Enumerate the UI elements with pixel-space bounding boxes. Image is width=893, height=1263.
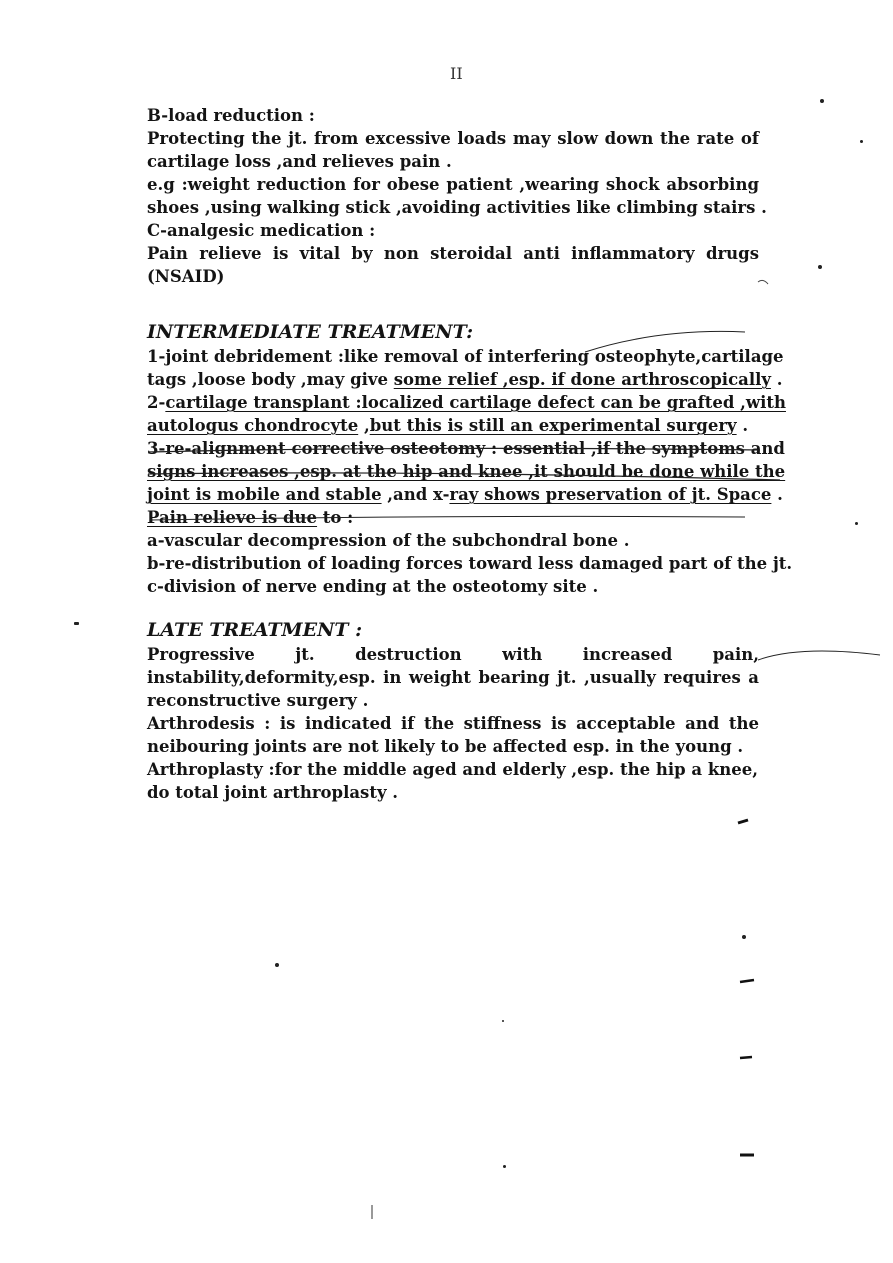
late-line: do total joint arthroplasty . — [147, 783, 399, 802]
scan-speck — [275, 963, 279, 967]
pain-relief-reason-c: c-division of nerve ending at the osteotomy site . — [147, 577, 599, 596]
scan-speck — [820, 99, 824, 103]
late-line: Arthrodesis : is indicated if the stiffness is acceptable and the — [147, 714, 759, 733]
late-line: Arthroplasty :for the middle aged and elderly ,esp. the hip a knee, — [147, 760, 758, 779]
pen-stroke — [738, 820, 748, 823]
pen-stroke — [758, 651, 880, 660]
scan-speck — [74, 622, 79, 625]
page-number: II — [450, 64, 463, 83]
pain-relief-reason-a: a-vascular decompression of the subchondral bone . — [147, 531, 630, 550]
scan-speck — [503, 1165, 506, 1168]
pen-stroke — [740, 1057, 752, 1058]
scan-speck — [818, 265, 822, 269]
intermediate-item-1-cont: tags ,loose body ,may give some relief ,esp. if done arthroscopically . — [147, 370, 783, 389]
intermediate-item-2-cont: autologus chondrocyte ,but this is still an experimental surgery . — [147, 416, 749, 435]
late-line: reconstructive surgery . — [147, 691, 369, 710]
intermediate-item-2: 2-cartilage transplant :localized cartilage defect can be grafted ,with — [147, 393, 786, 412]
section-b-line: Protecting the jt. from excessive loads may slow down the rate of — [147, 129, 759, 148]
pen-stroke — [740, 980, 754, 982]
section-b-line: e.g :weight reduction for obese patient ,wearing shock absorbing — [147, 175, 759, 194]
intermediate-item-1: 1-joint debridement :like removal of interfering osteophyte,cartilage — [147, 347, 784, 366]
intermediate-item-3: 3-re-alignment corrective osteotomy : essential ,if the symptoms and — [147, 439, 785, 458]
section-c-line: (NSAID) — [147, 267, 225, 286]
pain-relief-reason-b: b-re-distribution of loading forces toward less damaged part of the jt. — [147, 554, 793, 573]
section-b-heading: B-load reduction : — [147, 106, 315, 125]
document-body — [147, 104, 793, 804]
section-b-line: cartilage loss ,and relieves pain . — [147, 152, 452, 171]
intermediate-item-3-cont: signs increases ,esp. at the hip and knee ,it should be done while the — [147, 462, 786, 481]
scan-speck — [855, 522, 858, 525]
pen-stroke — [758, 280, 768, 284]
scan-speck — [502, 1020, 504, 1022]
section-c-heading: C-analgesic medication : — [147, 221, 376, 240]
late-line: neibouring joints are not likely to be affected esp. in the young . — [147, 737, 744, 756]
late-line: Progressive jt. destruction with increased pain, — [147, 645, 759, 664]
section-c-line: Pain relieve is vital by non steroidal anti inflammatory drugs — [147, 244, 759, 263]
intermediate-treatment-heading: INTERMEDIATE TREATMENT: — [147, 321, 474, 343]
late-line: instability,deformity,esp. in weight bearing jt. ,usually requires a — [147, 668, 759, 687]
section-b-line: shoes ,using walking stick ,avoiding activities like climbing stairs . — [147, 198, 767, 217]
scan-speck — [742, 935, 746, 939]
late-treatment-heading: LATE TREATMENT : — [147, 619, 363, 641]
intermediate-item-3-cont: joint is mobile and stable ,and x-ray shows preservation of jt. Space . — [147, 485, 783, 504]
pain-relief-reasons-intro: Pain relieve is due to : — [147, 508, 354, 527]
scan-speck — [860, 140, 863, 143]
